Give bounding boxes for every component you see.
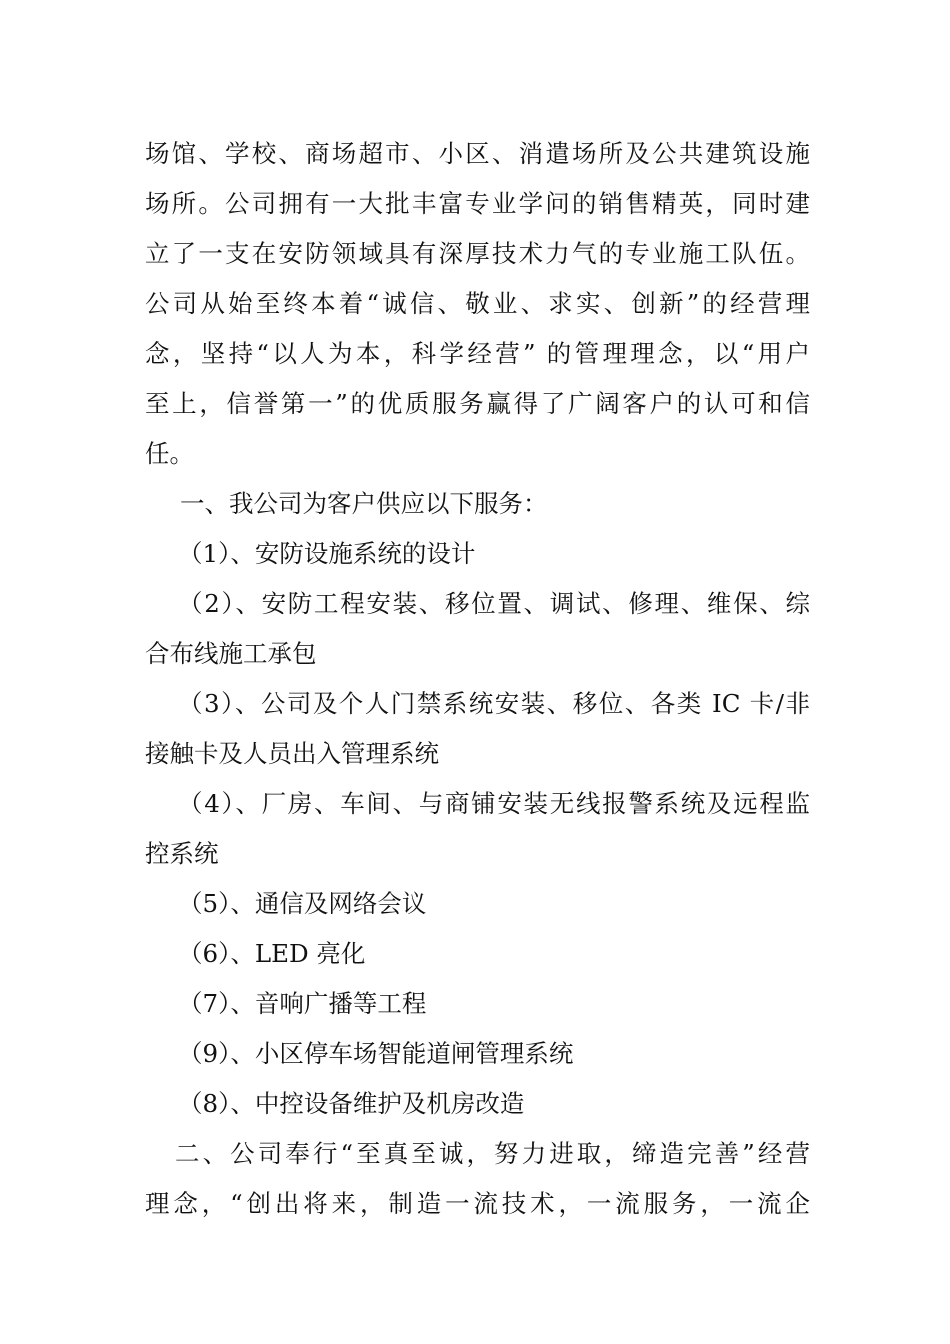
- service-item: （4）、厂房、车间、与商铺安装无线报警系统及远程监: [178, 789, 810, 818]
- service-item: （9）、小区停车场智能道闸管理系统: [178, 1039, 574, 1068]
- section-heading: 一、我公司为客户供应以下服务：: [180, 489, 548, 518]
- service-item-continuation: 接触卡及人员出入管理系统: [145, 739, 439, 768]
- paragraph-line: 公司从始至终本着“诚信、敬业、求实、创新”的经营理: [145, 289, 810, 318]
- section-paragraph-line: 二、公司奉行“至真至诚，努力进取，缔造完善”经营: [175, 1139, 810, 1168]
- service-item: （7）、音响广播等工程: [178, 989, 427, 1018]
- paragraph-line: 场所。公司拥有一大批丰富专业学问的销售精英，同时建: [145, 189, 810, 218]
- paragraph-line: 念，坚持“以人为本，科学经营” 的管理理念，以“用户: [145, 339, 810, 368]
- paragraph-line: 任。: [145, 439, 194, 468]
- paragraph-line: 至上，信誉第一”的优质服务赢得了广阔客户的认可和信: [145, 389, 810, 418]
- paragraph-line: 立了一支在安防领域具有深厚技术力气的专业施工队伍。: [145, 239, 810, 268]
- paragraph-line: 场馆、学校、商场超市、小区、消遣场所及公共建筑设施: [145, 139, 810, 168]
- service-item: （8）、中控设备维护及机房改造: [178, 1089, 525, 1118]
- service-item-continuation: 控系统: [145, 839, 219, 868]
- service-item: （1）、安防设施系统的设计: [178, 539, 476, 568]
- service-item: （3）、公司及个人门禁系统安装、移位、各类 IC 卡/非: [178, 689, 810, 718]
- service-item-continuation: 合布线施工承包: [145, 639, 317, 668]
- service-item: （6）、LED 亮化: [178, 939, 366, 968]
- service-item: （5）、通信及网络会议: [178, 889, 427, 918]
- service-item: （2）、安防工程安装、移位置、调试、修理、维保、综: [178, 589, 810, 618]
- section-paragraph-line: 理念，“创出将来，制造一流技术，一流服务，一流企: [145, 1189, 810, 1218]
